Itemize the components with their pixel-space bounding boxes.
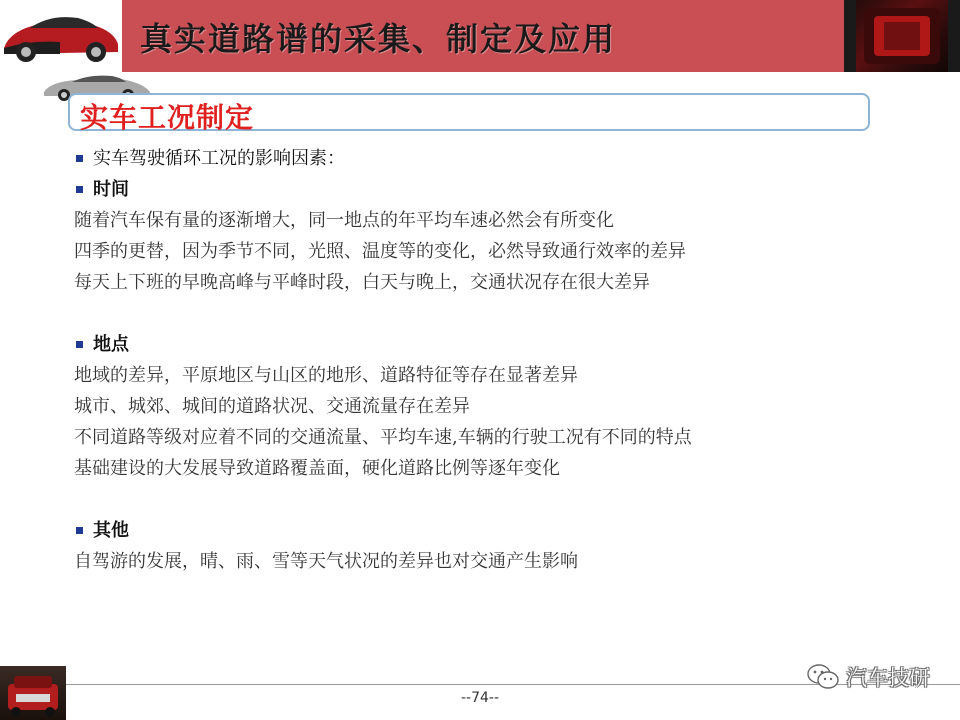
intro-bullet	[74, 143, 894, 174]
spacer	[74, 484, 894, 515]
group-heading-label: 地点	[93, 334, 129, 355]
page-number: --74--	[460, 690, 500, 706]
square-bullet-icon	[76, 186, 83, 193]
group-heading-label: 时间	[93, 179, 129, 200]
body-line: 每天上下班的早晚高峰与平峰时段，白天与晚上，交通状况存在很大差异	[74, 272, 650, 293]
square-bullet-icon	[76, 527, 83, 534]
group-heading-location	[74, 329, 894, 360]
wechat-icon	[806, 663, 840, 691]
body-line: 城市、城郊、城间的道路状况、交通流量存在差异	[74, 396, 470, 417]
body-line: 不同道路等级对应着不同的交通流量、平均车速,车辆的行驶工况有不同的特点	[74, 427, 692, 448]
header-engine-bay-image	[844, 0, 960, 72]
body-line: 自驾游的发展，晴、雨、雪等天气状况的差异也对交通产生影响	[74, 551, 578, 572]
group-heading-other	[74, 515, 894, 546]
square-bullet-icon	[76, 155, 83, 162]
body-line: 四季的更替，因为季节不同，光照、温度等的变化，必然导致通行效率的差异	[74, 241, 686, 262]
page-title: 真实道路谱的采集、制定及应用	[140, 20, 617, 58]
square-bullet-icon	[76, 341, 83, 348]
body-line: 地域的差异，平原地区与山区的地形、道路特征等存在显著差异	[74, 365, 578, 386]
header-sports-car-image	[0, 0, 122, 72]
spacer	[74, 298, 894, 329]
section-title: 实车工况制定	[80, 101, 255, 134]
watermark	[806, 662, 930, 692]
content-body	[74, 143, 894, 577]
intro-text: 实车驾驶循环工况的影响因素：	[93, 148, 345, 169]
body-line: 随着汽车保有量的逐渐增大，同一地点的年平均车速必然会有所变化	[74, 210, 614, 231]
group-heading-label: 其他	[93, 520, 129, 541]
body-line: 基础建设的大发展导致道路覆盖面，硬化道路比例等逐年变化	[74, 458, 560, 479]
watermark-text: 汽车技研	[846, 666, 930, 690]
group-heading-time	[74, 174, 894, 205]
